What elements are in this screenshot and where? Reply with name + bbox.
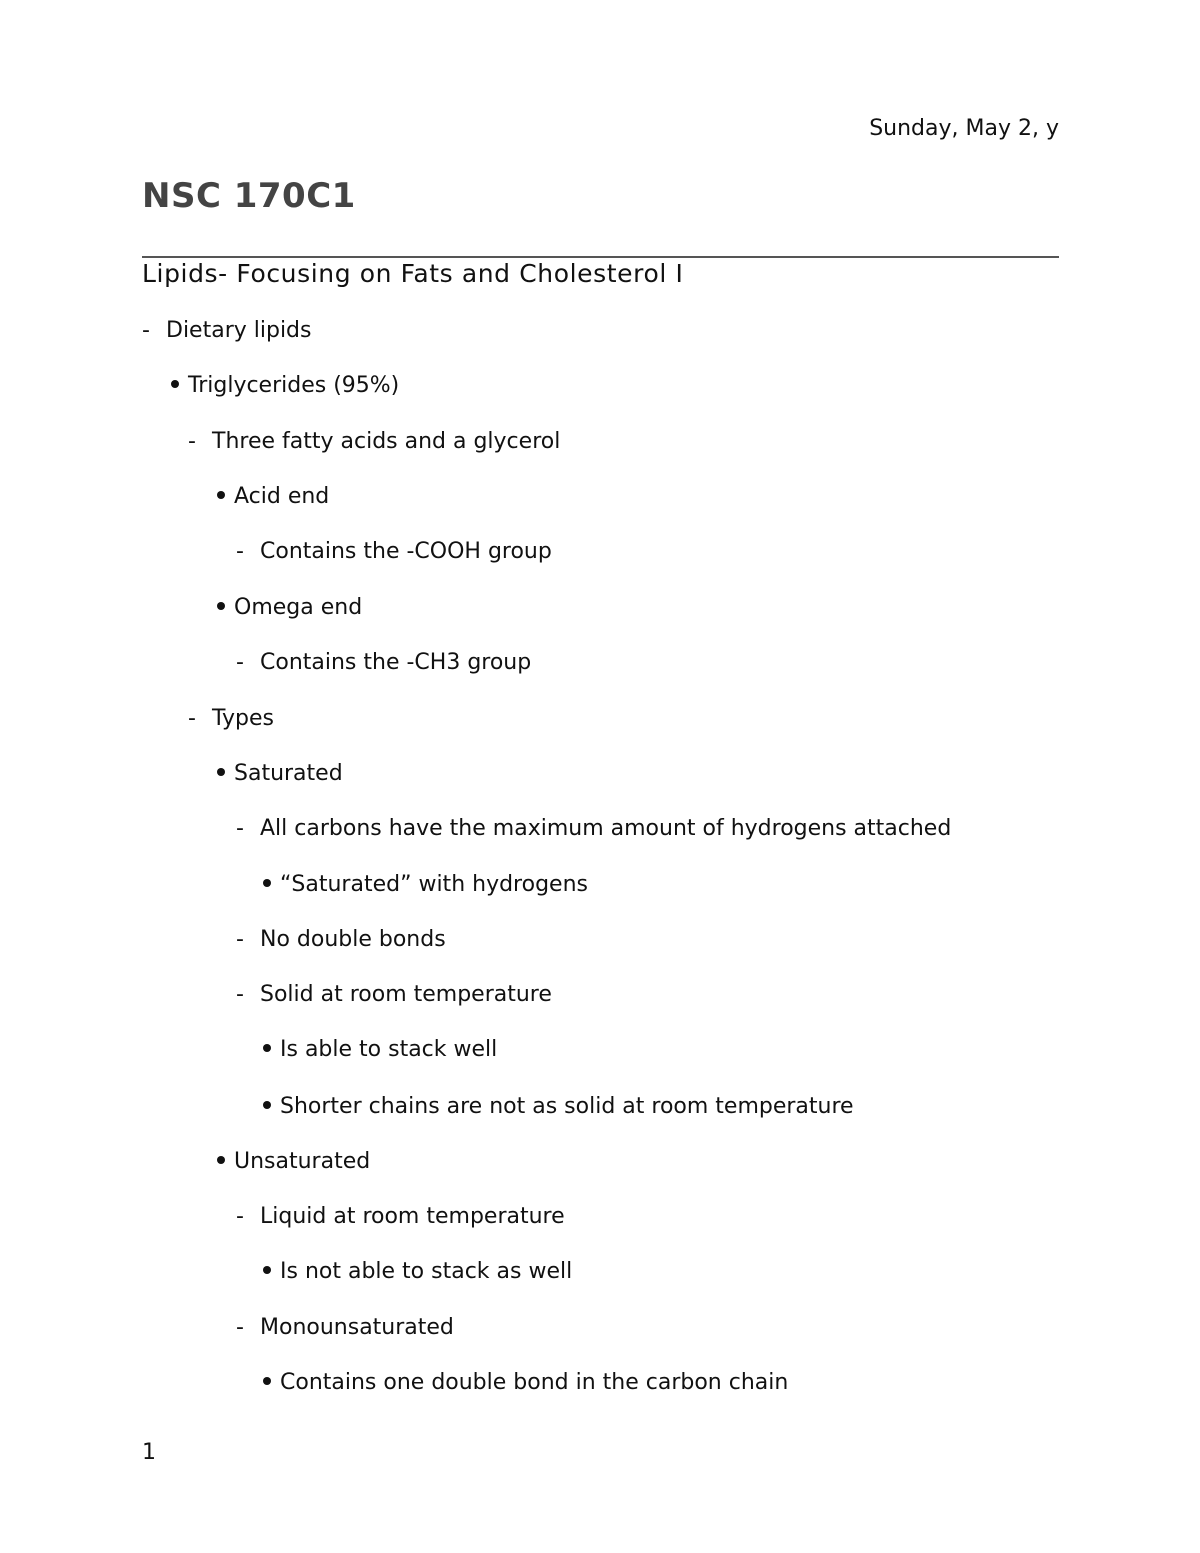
bullet-dot-icon [170,371,188,401]
outline-item [262,870,588,900]
bullet-dash-icon [142,316,166,346]
outline-item-text: Solid at room temperature [260,982,552,1007]
bullet-dot-icon [216,593,234,623]
outline-item [216,759,343,789]
bullet-dot-icon [262,870,280,900]
outline-item [188,427,560,457]
bullet-dash-icon [236,1313,260,1343]
outline-item-text: Triglycerides (95%) [188,373,400,398]
outline-item-text: Three fatty acids and a glycerol [212,429,561,454]
outline-item [216,482,329,512]
outline-item [236,980,552,1010]
outline-item-text: Is not able to stack as well [280,1259,573,1284]
outline-item [262,1257,572,1287]
page-number: 1 [142,1440,156,1465]
outline-item-text: Contains one double bond in the carbon chain [280,1370,789,1395]
outline-item-text: Is able to stack well [280,1037,498,1062]
outline-item [236,1313,454,1343]
bullet-dash-icon [188,704,212,734]
outline-item-text: Contains the -COOH group [260,539,552,564]
bullet-dot-icon [262,1368,280,1398]
outline-item-text: Liquid at room temperature [260,1204,565,1229]
bullet-dash-icon [236,648,260,678]
outline-item [262,1368,788,1398]
outline-item-text: “Saturated” with hydrogens [280,872,588,897]
bullet-dot-icon [262,1035,280,1065]
outline-item [216,593,362,623]
outline-item [188,704,274,734]
bullet-dash-icon [236,925,260,955]
bullet-dot-icon [216,759,234,789]
outline-item-text: Types [212,706,274,731]
outline-item [236,814,951,844]
outline-item-text: Dietary lipids [166,318,312,343]
outline-item-text: Unsaturated [234,1149,371,1174]
bullet-dot-icon [216,482,234,512]
bullet-dash-icon [188,427,212,457]
outline-item-text: No double bonds [260,927,446,952]
outline-item [236,1202,565,1232]
course-title: NSC 170C1 [142,176,356,216]
bullet-dash-icon [236,1202,260,1232]
outline-item [262,1092,854,1122]
bullet-dash-icon [236,537,260,567]
outline-item [170,371,399,401]
outline-item-text: Acid end [234,484,330,509]
bullet-dot-icon [216,1147,234,1177]
outline-item-text: Omega end [234,595,363,620]
outline-item [216,1147,370,1177]
topic-heading: Lipids- Focusing on Fats and Cholesterol I [142,259,684,288]
outline-item [142,316,311,346]
bullet-dash-icon [236,980,260,1010]
bullet-dot-icon [262,1092,280,1122]
bullet-dot-icon [262,1257,280,1287]
outline-item-text: Saturated [234,761,343,786]
bullet-dash-icon [236,814,260,844]
outline-item-text: Monounsaturated [260,1315,454,1340]
outline-item-text: Contains the -CH3 group [260,650,532,675]
outline-item [262,1035,497,1065]
outline-item [236,537,552,567]
outline-item-text: Shorter chains are not as solid at room temperature [280,1094,854,1119]
outline-item [236,925,446,955]
outline-item [236,648,531,678]
document-date: Sunday, May 2, y [869,116,1059,141]
outline-item-text: All carbons have the maximum amount of hydrogens attached [260,816,952,841]
